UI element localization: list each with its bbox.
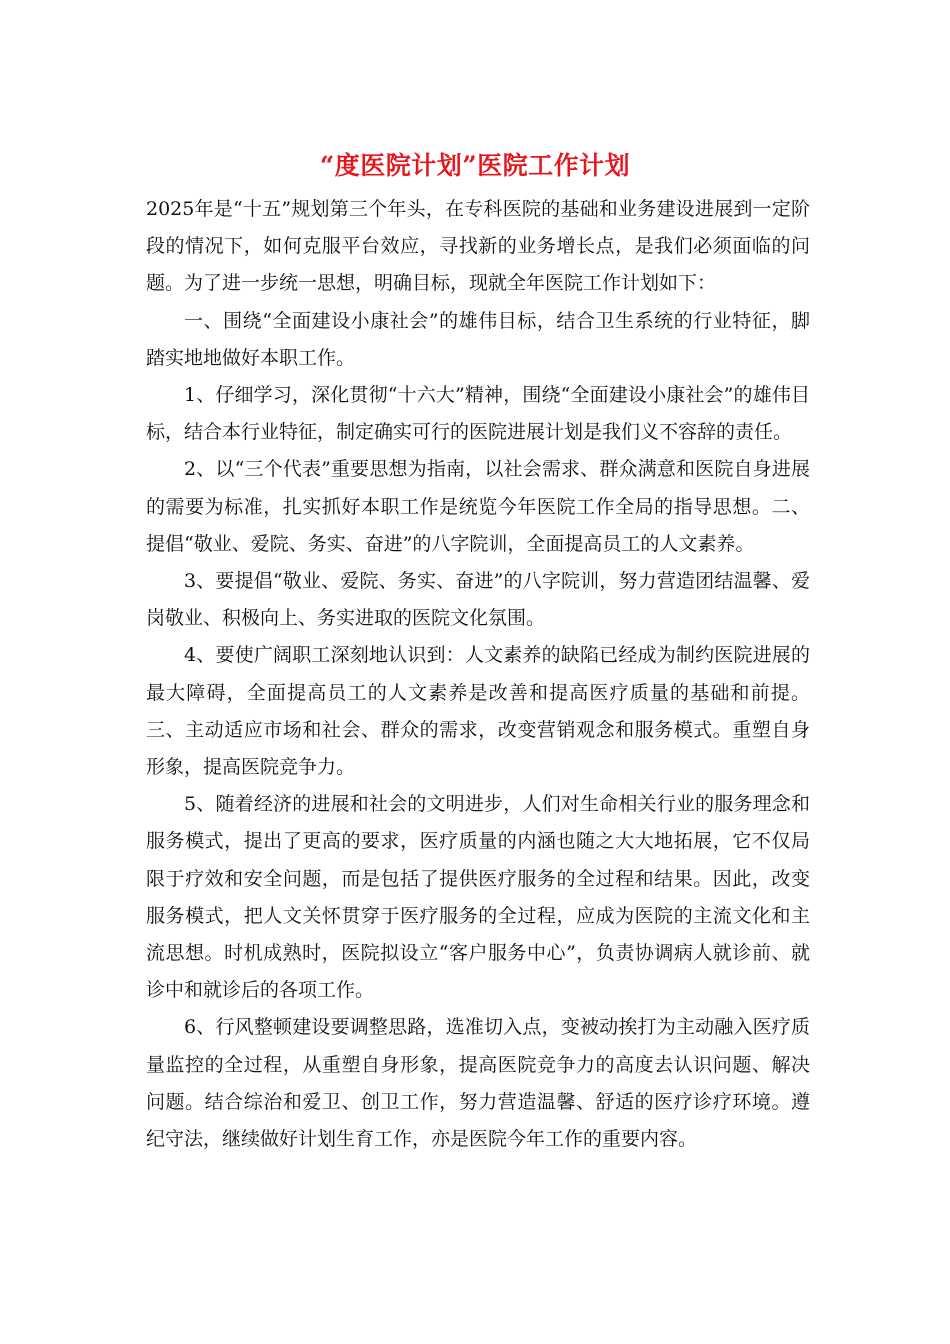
intro-paragraph: 2025年是“十五”规划第三个年头，在专科医院的基础和业务建设进展到一定阶段的情况下，如何克服平台效应，寻找新的业务增长点，是我们必须面临的问题。为了进一步统一思想，明确目标，现就全年医院工作计划如下： bbox=[146, 198, 810, 295]
section-one-heading: 一、围绕“全面建设小康社会”的雄伟目标，结合卫生系统的行业特征，脚踏实地地做好本职工作。 bbox=[146, 309, 810, 369]
paragraph-item-5: 5、随着经济的进展和社会的文明进步，人们对生命相关行业的服务理念和服务模式，提出了更高的要求，医疗质量的内涵也随之大大地拓展，它不仅局限于疗效和安全问题，而是包括了提供医疗服务的全过程和结果。因此，改变服务模式，把人文关怀贯穿于医疗服务的全过程，应成为医院的主流文化和主流思想。时机成熟时，医院拟设立“客户服务中心”，负责协调病人就诊前、就诊中和就诊后的各项工作。 bbox=[146, 793, 810, 1002]
paragraph-item-2: 2、以“三个代表”重要思想为指南，以社会需求、群众满意和医院自身进展的需要为标准，扎实抓好本职工作是统览今年医院工作全局的指导思想。二、提倡“敬业、爱院、务实、奋进”的八字院训，全面提高员工的人文素养。 bbox=[146, 458, 810, 555]
document-body bbox=[146, 191, 810, 1158]
paragraph-item-1: 1、仔细学习，深化贯彻“十六大”精神，围绕“全面建设小康社会”的雄伟目标，结合本行业特征，制定确实可行的医院进展计划是我们义不容辞的责任。 bbox=[146, 384, 810, 444]
document-title: “度医院计划”医院工作计划 bbox=[319, 151, 631, 180]
paragraph-item-6: 6、行风整顿建设要调整思路，选准切入点，变被动挨打为主动融入医疗质量监控的全过程，从重塑自身形象，提高医院竞争力的高度去认识问题、解决问题。结合综治和爱卫、创卫工作，努力营造温馨、舒适的医疗诊疗环境。遵纪守法，继续做好计划生育工作，亦是医院今年工作的重要内容。 bbox=[146, 1016, 810, 1151]
paragraph-item-3: 3、要提倡“敬业、爱院、务实、奋进”的八字院训，努力营造团结温馨、爱岗敬业、积极向上、务实进取的医院文化氛围。 bbox=[146, 570, 810, 630]
paragraph-item-4: 4、要使广阔职工深刻地认识到：人文素养的缺陷已经成为制约医院进展的最大障碍，全面提高员工的人文素养是改善和提高医疗质量的基础和前提。三、主动适应市场和社会、群众的需求，改变营销观念和服务模式。重塑自身形象，提高医院竞争力。 bbox=[146, 644, 810, 779]
